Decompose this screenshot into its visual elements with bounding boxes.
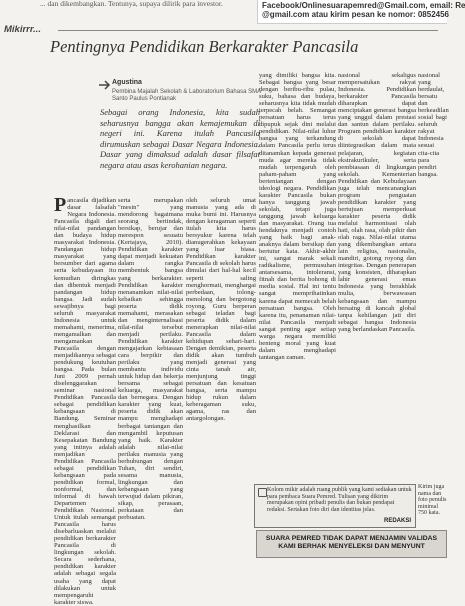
article-column-3: oleh seluruh umat manusia yang ada di muka bumi ini. Harusnya dengan keragaman seperti itulah kita harus bersyukur karena telah dianugerahkan kekayaan yang luar biasa. Pendidikan karakter Pancasila di sekolah harus dimulai dari hal-hal kecil seperti saling menghormati, menghargai perbedaan, tolong-menolong dan bergotong royong. Guru berperan sebagai teladan bagi peserta didik dalam menerapkan nilai-nilai Pancasila dalam kehidupan sehari-hari. Dengan demikian, peserta didik akan tumbuh menjadi generasi yang cinta tanah air, menjunjung tinggi persatuan dan kesatuan bangsa, serta mampu hidup rukun dalam keberagaman suku, agama, ras dan antargolongan. — [186, 197, 256, 423]
author-role: Pembina Majalah Sekolah & Laboratorium Bahasa SMA Santo Paulus Pontianak — [112, 89, 261, 102]
article-title: Pentingnya Pendidikan Berkarakter Pancasila — [50, 37, 359, 56]
editorial-signature: REDAKSI — [383, 518, 411, 525]
drop-cap: P — [54, 194, 67, 216]
author-name: Agustina — [112, 79, 142, 86]
editorial-note-box — [254, 484, 416, 528]
article-column-2: serta merupakan "mesin" yang mendorong bagaimana seorang bertindak, bersikap, berujar dan merespon sesuatu (Kertajaya, 2010). Pendidikan karakter dapat menjadi kekuatan dalam rangka membentuk bangsa yang berkarakter. Pendidikan karakter menanamkan nilai-nilai kebaikan sehingga peserta didik memahami, merasakan dan menginternalisasi nilai-nilai tersebut menjadi perilaku. Pendidikan karakter mengajarkan kebiasaan cara berpikir dan perilaku yang membantu individu untuk hidup dan bekerja bersama sebagai keluarga, masyarakat dan bernegara. Dengan karakter yang kuat, peserta didik akan mampu menghadapi berbagai tantangan dan mengambil keputusan yang baik. Karakter adalah nilai-nilai perilaku manusia yang berhubungan dengan Tuhan, diri sendiri, sesama manusia, lingkungan dan kebangsaan yang terwujud dalam pikiran, sikap, perasaan, perkataan dan perbuatan. — [118, 197, 183, 522]
article-lead: Sebagai orang Indonesia, kita sudah seharusnya bangga akan kemajemukan di negeri ini. Karena itulah Pancasila dirumuskan sebagai Dasar Negara Indonesia. Dasar yang dimaksud adalah dasar filsafat negara atau asas kerohanian negara. — [100, 107, 260, 170]
disclaimer-line-1: SUARA PEMRED TIDAK DAPAT MENJAMIN VALIDAS — [265, 535, 438, 542]
contact-email: @gmail.com atau kirim pesan ke nomor: 0852456 — [262, 10, 449, 19]
contact-box — [257, 0, 465, 24]
editorial-note-text: Kolom mikir adalah ruang publik yang kami sediakan untuk para pembaca Suara Pemred. Tulisan yang dikirim merupakan opini pribadi penulis dan bukan pendapat redaksi. Sertakan foto diri dan identitas jelas. — [267, 487, 412, 513]
note-icon — [258, 488, 267, 497]
contact-facebook: Facebook/Onlinesuarapemred@Gmail.com, email: Re — [262, 1, 465, 10]
disclaimer-banner — [256, 530, 447, 558]
previous-article-snippet: ... dan dikembangkan. Tentunya, supaya dilirik para investor. — [40, 0, 223, 8]
article-column-4: yang dimiliki bangsa kita. Sebagai bangsa yang besar dengan beribu-ribu pulau, suku, bahasa dan budaya, seharusnya kita tidak mudah terpecah belah. Semangat persatuan harus terus dipupuk sejak dini melalui pendidikan. Nilai-nilai luhur bangsa yang terkandung dalam Pancasila perlu terus ditanamkan kepada generasi muda agar mereka tidak mudah terpengaruh oleh paham-paham yang bertentangan dengan ideologi negara. Pendidikan karakter Pancasila bukan hanya tanggung jawab sekolah, tetapi juga tanggung jawab keluarga dan masyarakat. Orang tua hendaknya menjadi contoh yang baik bagi anak-anaknya dalam bersikap dan bertutur kata. Akhir-akhir ini, sangat marak sekali radikalisme, permusuhan antarsesama, intoleransi, fitnah dan berita bohong di media sosial. Hal ini tentu sangat memprihatinkan karena dapat memecah belah persatuan bangsa. Oleh karena itu, penanaman nilai-nilai Pancasila menjadi sangat penting agar setiap warga negara memiliki benteng moral yang kuat dalam menghadapi tantangan zaman. — [259, 72, 336, 361]
article-column-1 — [54, 194, 116, 606]
article-column-6: nasional yang berdaulat, bersatu dan berkeadilan sosial bagi seluruh rakyat Indonesia sesuai cita-cita para pendiri bangsa. — [418, 72, 449, 178]
author-arrow-icon — [99, 80, 113, 90]
column-1-text: ancasila dijadikan dasar falsafah Negara Indonesia. Pancasila digali dari nilai-nilai pandangan dan budaya hidup masyarakat Indonesia. Pandangan hidup masyarakat yang bersumber dari agama serta kebudayaan itu kemudian diringkas dan dibentuk menjadi pandangan hidup bangsa. Jadi sudah sewajibnya bagi seluruh masyarakat Indonesia untuk memahami, menerima, mengamalkan dan mengamankan Pancasila dengan menjadikannya sebagai pendukung keutuhan bangsa. Pada bulan Juni 2009 pernah diselenggarakan seminar nasional Pendidikan Pancasila sebagai pendidikan kebangsaan di Bandung. Seminar menghasilkan Deklarasi dan Kesepakatan Bandung yang intinya adalah menjadikan Pendidikan Pancasila sebagai pendidikan kebangsaan pada pendidikan formal, nonformal, dan informal di bawah Departemen Pendidikan Nasional. Untuk itulah semangat Pancasila harus disebarluaskan melalui pendidikan berkarakter Pancasila di lingkungan sekolah. Secara sederhana, pendidikan karakter adalah sebagai segala usaha yang dapat dilakukan untuk mempengaruhi karakter siswa. — [54, 197, 116, 606]
section-divider — [58, 30, 438, 31]
submission-note: Kirim juga nama dan foto penulis minimal 750 kata. — [418, 484, 447, 517]
article-column-5: nasional sekaligus mempersatukan rakyat Indonesia. Pendidikan berkarakter Pancasila diharapkan dapat menciptakan generasi bangsa yang unggul dalam prestasi dan santun dalam perilaku. Program pendidikan karakter di sekolah dapat diintegrasikan dalam mata pelajaran, kegiatan ekstrakurikuler, serta pembiasaan di lingkungan sekolah. Kementerian Pendidikan dan Kebudayaan juga telah mencanangkan program penguatan pendidikan karakter yang bertujuan memperkuat karakter peserta didik melalui harmonisasi olah hati, olah rasa, olah pikir dan olah raga. Nilai-nilai utama yang dikembangkan antara lain religius, nasionalis, mandiri, gotong royong dan integritas. Dengan penerapan yang konsisten, diharapkan lahir generasi emas Indonesia yang berakhlak mulia, berwawasan kebangsaan dan mampu bersaing di kancah global tanpa kehilangan jati diri sebagai bangsa Indonesia yang berlandaskan Pancasila. — [338, 72, 416, 333]
disclaimer-line-2: KAMI BERHAK MENYELEKSI DAN MENYUNT — [278, 543, 425, 550]
section-kicker: Mikirrr... — [4, 24, 41, 35]
